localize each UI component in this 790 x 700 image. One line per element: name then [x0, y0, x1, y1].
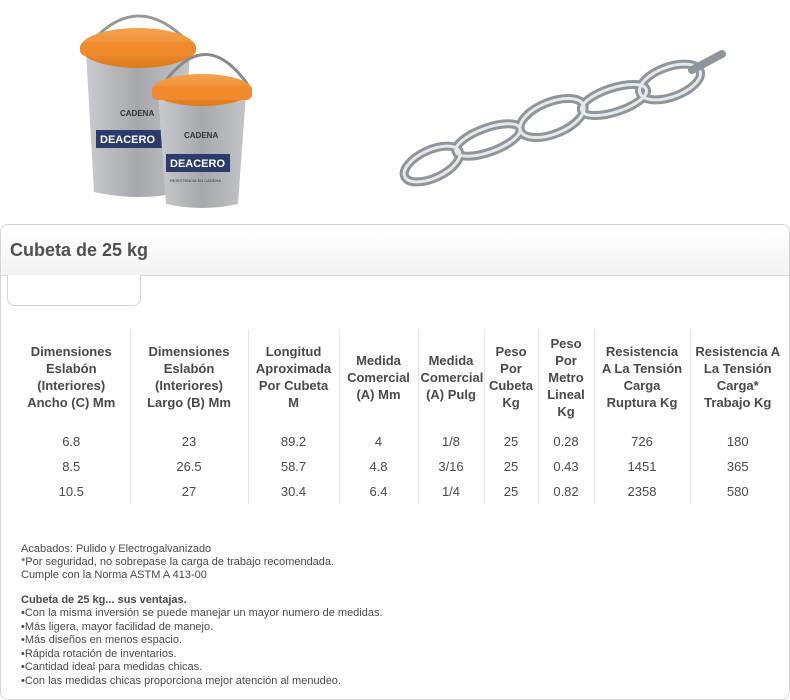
table-cell: 58.7 — [248, 454, 339, 479]
table-cell: 1/8 — [418, 425, 484, 454]
table-cell: 3/16 — [418, 454, 484, 479]
finishes-note: Acabados: Pulido y Electrogalvanizado — [21, 543, 212, 555]
table-cell: 10.5 — [58, 484, 84, 499]
bucket-label-front: CADENA — [184, 131, 219, 140]
column-header-line: Kg — [502, 395, 520, 410]
column-header — [594, 329, 690, 425]
table-cell: 25 — [484, 425, 538, 454]
column-header-line: Ruptura Kg — [606, 395, 678, 410]
table-cell: 8.5 — [62, 459, 81, 474]
column-header-line: Dimensiones — [30, 344, 112, 359]
column-header-line: La Tensión — [703, 361, 772, 376]
column-header-line: Por — [555, 352, 577, 368]
column-header-line: Metro — [548, 369, 584, 385]
column-header-line: (Interiores) — [155, 378, 223, 393]
advantages-list — [21, 607, 721, 689]
list-item: • Rápida rotación de inventarios. — [21, 648, 721, 662]
table-cell: 26.5 — [130, 454, 248, 479]
table-cell: 726 — [594, 425, 690, 454]
column-header — [130, 329, 248, 425]
column-header-line: Comercial — [420, 369, 484, 385]
column-header-line: Comercial — [347, 369, 410, 385]
safety-note: *Por seguridad, no sobrepase la carga de trabajo recomendada. — [21, 556, 335, 568]
column-header-line: Por Cubeta — [258, 378, 329, 393]
bucket-tagline: RESISTENCIA EN CADENA — [170, 178, 221, 183]
column-header-line: Ancho (C) Mm — [27, 395, 116, 410]
section-title: Cubeta de 25 kg — [10, 240, 149, 260]
column-header — [418, 329, 484, 425]
column-header-line: (A) Pulg — [426, 386, 476, 402]
column-header — [13, 329, 130, 425]
table-row — [13, 479, 785, 504]
table-cell: 25 — [484, 454, 538, 479]
column-header — [248, 329, 339, 425]
product-spec-card — [0, 224, 790, 700]
table-cell: 180 — [690, 425, 785, 454]
brand-logo-front: DEACERO — [170, 158, 226, 170]
column-header — [339, 329, 418, 425]
chain-product-image — [392, 44, 732, 194]
table-cell: 0.28 — [538, 425, 594, 454]
table-cell: 0.82 — [538, 479, 594, 504]
table-cell: 6.4 — [339, 479, 418, 504]
column-header-line: Carga* — [716, 378, 759, 393]
column-header-line: Medida — [356, 352, 401, 368]
table-cell: 580 — [690, 479, 785, 504]
column-header-line: Resistencia A — [695, 344, 781, 359]
card-header — [1, 225, 789, 276]
list-item: • Con la misma inversión se puede manejar un mayor numero de medidas. — [21, 607, 721, 621]
column-header-line: Eslabón — [163, 361, 215, 376]
table-cell: 89.2 — [248, 425, 339, 454]
notes — [21, 543, 721, 689]
column-header-line: (A) Mm — [356, 386, 401, 402]
brand-logo-back: DEACERO — [100, 134, 156, 146]
table-body — [13, 425, 785, 504]
table-cell: 1/4 — [418, 479, 484, 504]
column-header-line: Carga — [623, 378, 661, 393]
column-header-line: (Interiores) — [37, 378, 106, 393]
column-header-line: Resistencia — [605, 344, 679, 359]
table-row — [13, 425, 785, 454]
product-images — [0, 0, 790, 222]
column-header — [538, 329, 594, 425]
column-header-line: Medida — [428, 352, 474, 368]
column-header-line: Longitud — [265, 344, 322, 359]
table-row — [13, 454, 785, 479]
list-item: • Con las medidas chicas proporciona mejor atención al menudeo. — [21, 675, 721, 689]
table-cell: 25 — [484, 479, 538, 504]
table-cell: 6.8 — [62, 434, 81, 449]
tab-stub — [7, 275, 141, 306]
column-header-line: Trabajo Kg — [704, 395, 772, 410]
table-cell: 23 — [130, 425, 248, 454]
table-cell: 4.8 — [339, 454, 418, 479]
list-item: • Más ligera, mayor facilidad de manejo. — [21, 621, 721, 635]
norm-note: Cumple con la Norma ASTM A 413-00 — [21, 569, 207, 581]
column-header-line: Kg — [557, 403, 575, 419]
table-cell: 30.4 — [248, 479, 339, 504]
table-cell: 2358 — [594, 479, 690, 504]
table-cell: 0.43 — [538, 454, 594, 479]
column-header-line: Por — [500, 361, 522, 376]
table-cell: 4 — [339, 425, 418, 454]
column-header-line: Peso — [495, 344, 527, 359]
column-header — [484, 329, 538, 425]
column-header-line: M — [288, 395, 299, 410]
list-item: • Cantidad ideal para medidas chicas. — [21, 661, 721, 675]
list-item: • Más diseños en menos espacio. — [21, 634, 721, 648]
table-cell: 1451 — [594, 454, 690, 479]
table-cell: 27 — [130, 479, 248, 504]
column-header — [690, 329, 785, 425]
column-header-line: Dimensiones — [148, 344, 230, 359]
bucket-product-image — [66, 2, 266, 212]
column-header-line: Largo (B) Mm — [147, 395, 231, 410]
table-cell: 365 — [690, 454, 785, 479]
column-header-line: Lineal — [547, 386, 585, 402]
column-header-line: Peso — [550, 335, 582, 351]
column-header-line: Eslabón — [45, 361, 97, 376]
column-header-line: A La Tensión — [601, 361, 683, 376]
advantages-title: Cubeta de 25 kg... sus ventajas. — [21, 594, 187, 606]
column-header-line: Aproximada — [255, 361, 332, 376]
bucket-label-back: CADENA — [120, 109, 155, 118]
column-header-line: Cubeta — [488, 378, 534, 393]
table-header-row — [13, 329, 785, 425]
spec-table — [13, 329, 785, 504]
